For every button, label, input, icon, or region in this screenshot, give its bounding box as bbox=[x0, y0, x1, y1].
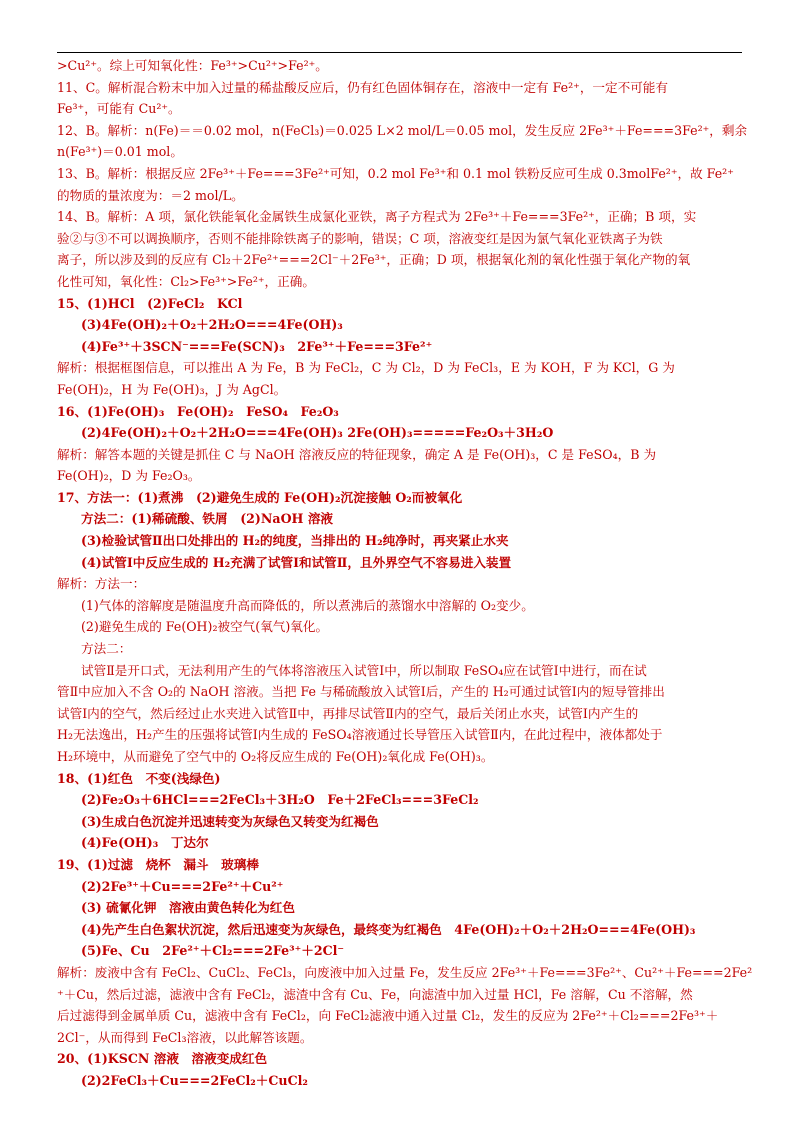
explanation-line: 解析：废液中含有 FeCl₂、CuCl₂、FeCl₃，向废液中加入过量 Fe，发生反应 2Fe³⁺＋Fe===3Fe²⁺、Cu²⁺＋Fe===2Fe² bbox=[57, 964, 753, 980]
answer-line: 15、(1)HCl (2)FeCl₂ KCl bbox=[57, 295, 243, 311]
explanation-line: 2Cl⁻，从而得到 FeCl₃溶液，以此解答该题。 bbox=[57, 1029, 313, 1045]
explanation-line: (2)避免生成的 Fe(OH)₂被空气(氧气)氧化。 bbox=[81, 619, 329, 635]
answer-line: (3)4Fe(OH)₂＋O₂＋2H₂O===4Fe(OH)₃ bbox=[81, 317, 343, 333]
explanation-line: 试管Ⅱ是开口式，无法利用产生的气体将溶液压入试管Ⅰ中，所以制取 FeSO₄应在试管Ⅰ中进行，而在试 bbox=[81, 662, 647, 678]
explanation-line: 离子，所以涉及到的反应有 Cl₂＋2Fe²⁺===2Cl⁻＋2Fe³⁺，正确；D 项，根据氧化剂的氧化性强于氧化产物的氧 bbox=[57, 252, 691, 268]
explanation-line: 试管Ⅰ内的空气，然后经过止水夹进入试管Ⅱ中，再排尽试管Ⅱ内的空气，最后关闭止水夹，试管Ⅰ内产生的 bbox=[57, 705, 639, 721]
explanation-line: 管Ⅱ中应加入不含 O₂的 NaOH 溶液。当把 Fe 与稀硫酸放入试管Ⅰ后，产生的 H₂可通过试管Ⅰ内的短导管排出 bbox=[57, 684, 665, 700]
explanation-line: 13、B。解析：根据反应 2Fe³⁺＋Fe===3Fe²⁺可知，0.2 mol Fe³⁺和 0.1 mol 铁粉反应可生成 0.3molFe²⁺，故 Fe²⁺ bbox=[57, 165, 734, 181]
explanation-line: n(Fe³⁺)＝0.01 mol。 bbox=[57, 144, 183, 160]
explanation-line: 12、B。解析：n(Fe)＝＝0.02 mol，n(FeCl₃)＝0.025 L×2 mol/L＝0.05 mol，发生反应 2Fe³⁺＋Fe===3Fe²⁺，剩余 bbox=[57, 122, 748, 138]
answer-line: (3)生成白色沉淀并迅速转变为灰绿色又转变为红褐色 bbox=[81, 813, 379, 829]
explanation-line: 解析：方法一： bbox=[57, 576, 146, 592]
answer-line: (4)试管Ⅰ中反应生成的 H₂充满了试管Ⅰ和试管Ⅱ，且外界空气不容易进入装置 bbox=[81, 554, 512, 570]
answer-line: (4)Fe³⁺＋3SCN⁻===Fe(SCN)₃ 2Fe³⁺＋Fe===3Fe²⁺ bbox=[81, 338, 433, 354]
explanation-line: 11、C。解析混合粉末中加入过量的稀盐酸反应后，仍有红色固体铜存在，溶液中一定有 Fe²⁺，一定不可能有 bbox=[57, 79, 668, 95]
header-rule bbox=[57, 52, 742, 53]
explanation-line: 化性可知，氧化性：Cl₂>Fe³⁺>Fe²⁺，正确。 bbox=[57, 273, 315, 289]
explanation-line: 的物质的量浓度为：＝2 mol/L。 bbox=[57, 187, 244, 203]
answer-line: (2)4Fe(OH)₂＋O₂＋2H₂O===4Fe(OH)₃ 2Fe(OH)₃=====Fe₂O₃＋3H₂O bbox=[81, 425, 554, 441]
answer-line: (4)先产生白色絮状沉淀，然后迅速变为灰绿色，最终变为红褐色 4Fe(OH)₂＋O₂＋2H₂O===4Fe(OH)₃ bbox=[81, 921, 696, 937]
explanation-line: Fe³⁺，可能有 Cu²⁺。 bbox=[57, 101, 181, 117]
answer-line: 17、方法一：(1)煮沸 (2)避免生成的 Fe(OH)₂沉淀接触 O₂而被氧化 bbox=[57, 489, 463, 505]
explanation-line: H₂环境中，从而避免了空气中的 O₂将反应生成的 Fe(OH)₂氧化成 Fe(OH)₃。 bbox=[57, 749, 494, 764]
explanation-line: Fe(OH)₂，H 为 Fe(OH)₃，J 为 AgCl。 bbox=[57, 381, 287, 397]
explanation-line: 后过滤得到金属单质 Cu，滤液中含有 FeCl₂，向 FeCl₂滤液中通入过量 Cl₂，发生的反应为 2Fe²⁺＋Cl₂===2Fe³⁺＋ bbox=[57, 1008, 719, 1024]
answer-line: 16、(1)Fe(OH)₃ Fe(OH)₂ FeSO₄ Fe₂O₃ bbox=[57, 403, 339, 419]
explanation-line: 解析：根据框图信息，可以推出 A 为 Fe，B 为 FeCl₂，C 为 Cl₂，D 为 FeCl₃，E 为 KOH，F 为 KCl，G 为 bbox=[57, 360, 675, 376]
answer-line: (3) 硫氰化钾 溶液由黄色转化为红色 bbox=[81, 900, 295, 916]
explanation-line: 验②与③不可以调换顺序，否则不能排除铁离子的影响，错误；C 项，溶液变红是因为氯气氧化亚铁离子为铁 bbox=[57, 230, 663, 246]
explanation-line: 14、B。解析：A 项，氯化铁能氧化金属铁生成氯化亚铁，离子方程式为 2Fe³⁺＋Fe===3Fe²⁺，正确；B 项，实 bbox=[57, 209, 697, 225]
explanation-line: ⁺＋Cu，然后过滤，滤液中含有 FeCl₂，滤渣中含有 Cu、Fe，向滤渣中加入过量 HCl，Fe 溶解，Cu 不溶解，然 bbox=[57, 986, 693, 1002]
explanation-line: Fe(OH)₂，D 为 Fe₂O₃。 bbox=[57, 468, 201, 484]
explanation-line: 方法二： bbox=[81, 641, 132, 657]
answer-line: (2)Fe₂O₃＋6HCl===2FeCl₃＋3H₂O Fe＋2FeCl₃===3FeCl₂ bbox=[81, 792, 479, 808]
answer-line: (5)Fe、Cu 2Fe²⁺＋Cl₂===2Fe³⁺＋2Cl⁻ bbox=[81, 943, 345, 959]
answer-line: (2)2FeCl₃＋Cu===2FeCl₂＋CuCl₂ bbox=[81, 1072, 308, 1088]
explanation-line: H₂无法逸出，H₂产生的压强将试管Ⅰ内生成的 FeSO₄溶液通过长导管压入试管Ⅱ内，在此过程中，液体都处于 bbox=[57, 727, 663, 743]
answer-line: 方法二：(1)稀硫酸、铁屑 (2)NaOH 溶液 bbox=[81, 511, 334, 527]
answer-line: 20、(1)KSCN 溶液 溶液变成红色 bbox=[57, 1051, 268, 1067]
answer-document bbox=[57, 55, 753, 1092]
answer-line: 18、(1)红色 不变(浅绿色) bbox=[57, 770, 221, 786]
explanation-line: (1)气体的溶解度是随温度升高而降低的，所以煮沸后的蒸馏水中溶解的 O₂变少。 bbox=[81, 597, 534, 613]
explanation-line: >Cu²⁺。综上可知氧化性：Fe³⁺>Cu²⁺>Fe²⁺。 bbox=[57, 58, 328, 73]
answer-line: (4)Fe(OH)₃ 丁达尔 bbox=[81, 835, 209, 851]
answer-line: 19、(1)过滤 烧杯 漏斗 玻璃棒 bbox=[57, 856, 259, 872]
explanation-line: 解析：解答本题的关键是抓住 C 与 NaOH 溶液反应的特征现象，确定 A 是 Fe(OH)₃，C 是 FeSO₄，B 为 bbox=[57, 446, 657, 462]
answer-line: (3)检验试管Ⅱ出口处排出的 H₂的纯度，当排出的 H₂纯净时，再夹紧止水夹 bbox=[81, 533, 509, 549]
answer-line: (2)2Fe³⁺＋Cu===2Fe²⁺＋Cu²⁺ bbox=[81, 878, 284, 894]
